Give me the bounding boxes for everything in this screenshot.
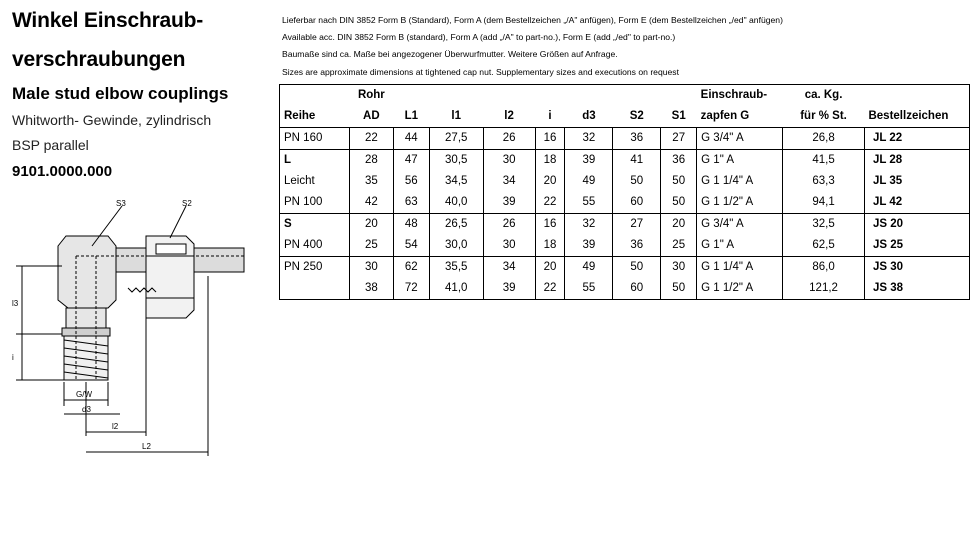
cell-l2: 26 (483, 214, 535, 236)
cell-l1: 41,0 (429, 278, 483, 300)
cell-zapfen: G 3/4" A (697, 214, 783, 236)
header-zapfen: zapfen G (697, 106, 783, 128)
header-d3: d3 (565, 106, 613, 128)
table-row (280, 192, 970, 214)
header-L1: L1 (393, 106, 429, 128)
cell-s1: 30 (661, 257, 697, 279)
cell-s1: 50 (661, 171, 697, 192)
table-row (280, 235, 970, 257)
table-row (280, 214, 970, 236)
cell-l1: 34,5 (429, 171, 483, 192)
cell-l1: 26,5 (429, 214, 483, 236)
label-l2: l2 (112, 422, 119, 431)
header-kg: für % St. (783, 106, 865, 128)
note-line: Baumaße sind ca. Maße bei angezogener Überwurfmutter. Weitere Größen auf Anfrage. (282, 49, 618, 60)
table-body (280, 128, 970, 300)
cell-l2: 26 (483, 128, 535, 150)
table-row (280, 171, 970, 192)
cell-i: 18 (535, 235, 565, 257)
notes (282, 14, 783, 83)
note-line: Sizes are approximate dimensions at tightened cap nut. Supplementary sizes and executions on request (282, 66, 679, 77)
cell-code: JS 25 (864, 235, 969, 257)
cell-s2: 60 (613, 192, 661, 214)
header-s1: S1 (661, 106, 697, 128)
cell-l1: 27,5 (429, 128, 483, 150)
cell-kg: 63,3 (783, 171, 865, 192)
cell-l2: 39 (483, 278, 535, 300)
cell-code: JS 20 (864, 214, 969, 236)
cell-reihe: PN 250 (280, 257, 350, 279)
cell-i: 16 (535, 214, 565, 236)
label-s2: S2 (182, 199, 192, 208)
cell-i: 22 (535, 278, 565, 300)
title-de-line1: Winkel Einschraub- (12, 9, 204, 32)
cell-reihe: PN 100 (280, 192, 350, 214)
note-line: Available acc. DIN 3852 Form B (standard), Form A (add „/A" to part-no.), Form E (add „/ed" to part-no.) (282, 32, 676, 43)
cell-L1: 44 (393, 128, 429, 150)
cell-i: 22 (535, 192, 565, 214)
cell-kg: 86,0 (783, 257, 865, 279)
cell-kg: 41,5 (783, 150, 865, 172)
cell-s1: 36 (661, 150, 697, 172)
cell-code: JL 35 (864, 171, 969, 192)
cell-zapfen: G 3/4" A (697, 128, 783, 150)
cell-ad: 38 (349, 278, 393, 300)
cell-kg: 121,2 (783, 278, 865, 300)
cell-s2: 50 (613, 171, 661, 192)
cell-s1: 25 (661, 235, 697, 257)
elbow-coupling-drawing (8, 196, 248, 464)
header-s2: S2 (613, 106, 661, 128)
header-bestell: Bestellzeichen (864, 106, 969, 128)
header-ca-kg: ca. Kg. (783, 85, 865, 107)
cell-zapfen: G 1 1/2" A (697, 278, 783, 300)
cell-ad: 25 (349, 235, 393, 257)
cell-s2: 27 (613, 214, 661, 236)
cell-code: JS 30 (864, 257, 969, 279)
cell-l2: 34 (483, 257, 535, 279)
cell-L1: 62 (393, 257, 429, 279)
cell-l1: 30,0 (429, 235, 483, 257)
cell-ad: 35 (349, 171, 393, 192)
cell-d3: 49 (565, 257, 613, 279)
cell-reihe: L (280, 150, 350, 172)
cell-zapfen: G 1 1/4" A (697, 257, 783, 279)
label-L2: L2 (142, 442, 151, 451)
title-block (12, 8, 272, 181)
cell-kg: 26,8 (783, 128, 865, 150)
note-line: Lieferbar nach DIN 3852 Form B (Standard), Form A (dem Bestellzeichen „/A" anfügen), Form E (dem Bestellzeichen „/ed" anfügen) (282, 15, 783, 25)
cell-kg: 32,5 (783, 214, 865, 236)
cell-s2: 41 (613, 150, 661, 172)
cell-L1: 72 (393, 278, 429, 300)
cell-kg: 94,1 (783, 192, 865, 214)
cell-L1: 56 (393, 171, 429, 192)
cell-s1: 27 (661, 128, 697, 150)
title-en: Male stud elbow couplings (12, 84, 229, 103)
cell-s2: 50 (613, 257, 661, 279)
cell-code: JL 28 (864, 150, 969, 172)
label-s3: S3 (116, 199, 126, 208)
cell-code: JS 38 (864, 278, 969, 300)
table-row (280, 128, 970, 150)
label-l3: l3 (12, 299, 19, 308)
header-l1: l1 (429, 106, 483, 128)
cell-i: 16 (535, 128, 565, 150)
cell-reihe: S (280, 214, 350, 236)
cell-i: 18 (535, 150, 565, 172)
thread-type-de: Whitworth- Gewinde, zylindrisch (12, 112, 212, 128)
table-header-row-top (280, 85, 970, 107)
cell-zapfen: G 1" A (697, 150, 783, 172)
cell-s2: 36 (613, 128, 661, 150)
table-header-row (280, 106, 970, 128)
cell-l1: 35,5 (429, 257, 483, 279)
cell-l2: 30 (483, 150, 535, 172)
cell-ad: 28 (349, 150, 393, 172)
cell-d3: 49 (565, 171, 613, 192)
header-i: i (535, 106, 565, 128)
cell-ad: 20 (349, 214, 393, 236)
cell-ad: 42 (349, 192, 393, 214)
label-i: i (12, 353, 14, 362)
article-number: 9101.0000.000 (12, 163, 113, 180)
header-rohr: Rohr (349, 85, 393, 107)
cell-d3: 55 (565, 192, 613, 214)
cell-s1: 50 (661, 192, 697, 214)
header-einschraub: Einschraub- (697, 85, 783, 107)
cell-i: 20 (535, 171, 565, 192)
header-l2: l2 (483, 106, 535, 128)
cell-ad: 22 (349, 128, 393, 150)
table-row (280, 257, 970, 279)
cell-i: 20 (535, 257, 565, 279)
cell-zapfen: G 1" A (697, 235, 783, 257)
cell-s2: 60 (613, 278, 661, 300)
cell-l1: 40,0 (429, 192, 483, 214)
cell-s1: 50 (661, 278, 697, 300)
header-reihe: Reihe (280, 106, 350, 128)
cell-reihe: PN 400 (280, 235, 350, 257)
table-row (280, 150, 970, 172)
table-row (280, 278, 970, 300)
cell-l2: 30 (483, 235, 535, 257)
cell-kg: 62,5 (783, 235, 865, 257)
cell-L1: 47 (393, 150, 429, 172)
cell-d3: 32 (565, 128, 613, 150)
cell-reihe (280, 278, 350, 300)
cell-L1: 54 (393, 235, 429, 257)
thread-type-en: BSP parallel (12, 137, 89, 153)
cell-d3: 55 (565, 278, 613, 300)
cell-zapfen: G 1 1/2" A (697, 192, 783, 214)
cell-L1: 63 (393, 192, 429, 214)
header-ad: AD (349, 106, 393, 128)
cell-ad: 30 (349, 257, 393, 279)
cell-code: JL 42 (864, 192, 969, 214)
cell-s1: 20 (661, 214, 697, 236)
cell-d3: 39 (565, 150, 613, 172)
spec-table (279, 84, 970, 300)
cell-l2: 34 (483, 171, 535, 192)
cell-s2: 36 (613, 235, 661, 257)
cell-zapfen: G 1 1/4" A (697, 171, 783, 192)
cell-l1: 30,5 (429, 150, 483, 172)
cell-L1: 48 (393, 214, 429, 236)
label-d3: d3 (82, 405, 91, 414)
label-gw: G/W (76, 390, 92, 399)
cell-reihe: PN 160 (280, 128, 350, 150)
cell-l2: 39 (483, 192, 535, 214)
cell-d3: 32 (565, 214, 613, 236)
cell-reihe: Leicht (280, 171, 350, 192)
title-de-line2: verschraubungen (12, 48, 186, 71)
cell-d3: 39 (565, 235, 613, 257)
cell-code: JL 22 (864, 128, 969, 150)
